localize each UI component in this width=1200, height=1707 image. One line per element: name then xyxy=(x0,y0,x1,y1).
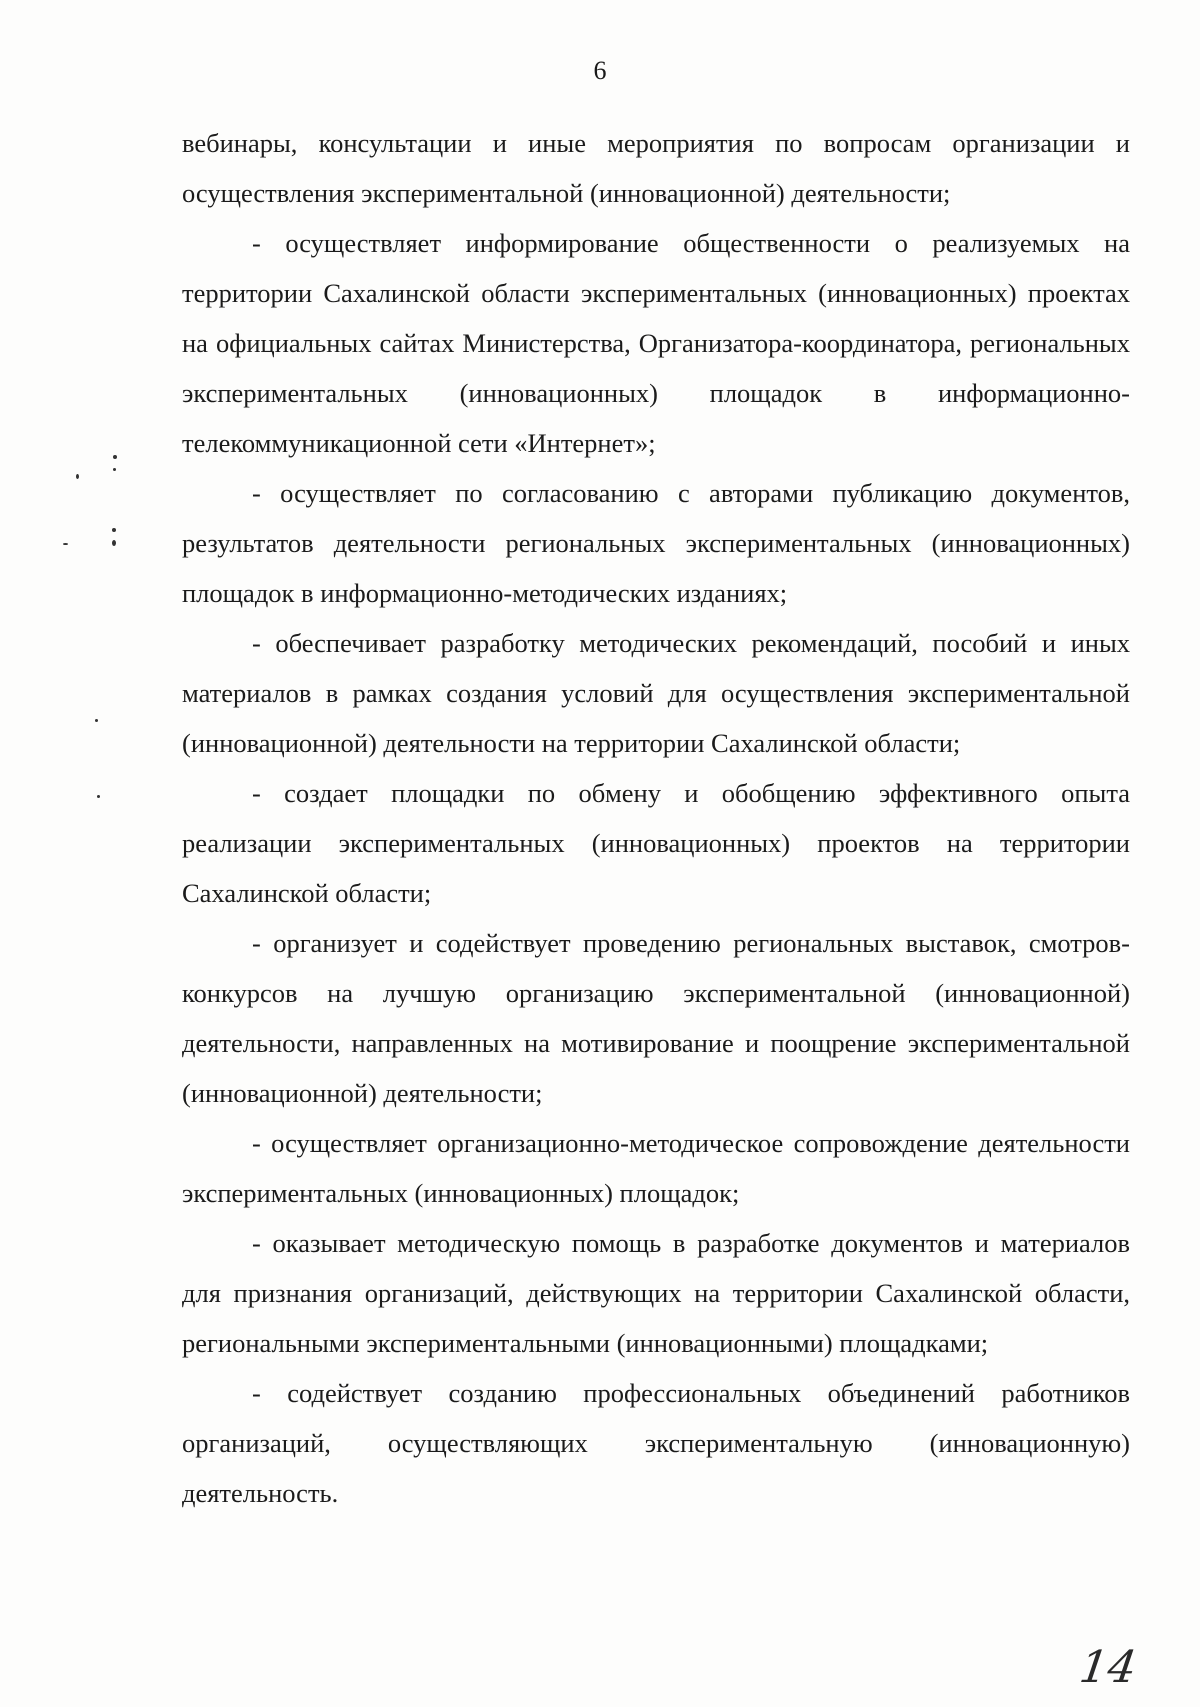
paragraph: - содействует созданию профессиональных объединений работников организаций, осуществляющих экспериментальную (инновационную) деятельность. xyxy=(182,1378,1130,1508)
paragraph: - осуществляет организационно-методическое сопровождение деятельности экспериментальных (инновационных) площадок; xyxy=(182,1128,1130,1208)
paragraph: - организует и содействует проведению региональных выставок, смотров-конкурсов на лучшую организацию экспериментальной (инновационной) деятельности, направленных на мотивирование и поощрение экспериментальной (инновационной) деятельности; xyxy=(182,928,1130,1108)
paragraph: - осуществляет информирование общественности о реализуемых на территории Сахалинской области экспериментальных (инновационных) проектах на официальных сайтах Министерства, Организатора-координатора, региональных экспериментальных (инновационных) площадок в информационно-телекоммуникационной сети «Интернет»; xyxy=(182,228,1130,458)
scan-speck xyxy=(112,528,116,532)
document-body xyxy=(182,118,1130,1518)
page-number: 6 xyxy=(593,56,607,85)
scan-speck xyxy=(113,468,116,471)
scan-speck xyxy=(112,540,116,546)
paragraph: - оказывает методическую помощь в разработке документов и материалов для признания организаций, действующих на территории Сахалинской области, региональными экспериментальными (инновационными) площадками; xyxy=(182,1228,1130,1358)
scan-speck xyxy=(97,795,100,798)
scan-speck xyxy=(113,455,117,459)
paragraph: вебинары, консультации и иные мероприятия по вопросам организации и осуществления экспериментальной (инновационной) деятельности; xyxy=(182,128,1130,208)
paragraph: - обеспечивает разработку методических рекомендаций, пособий и иных материалов в рамках создания условий для осуществления экспериментальной (инновационной) деятельности на территории Сахалинской области; xyxy=(182,628,1130,758)
handwritten-sheet-number: 14 xyxy=(1076,1642,1140,1693)
scan-speck xyxy=(63,543,68,545)
scan-speck xyxy=(95,719,98,722)
scan-speck xyxy=(76,474,79,479)
paragraph: - осуществляет по согласованию с авторами публикацию документов, результатов деятельности региональных экспериментальных (инновационных) площадок в информационно-методических изданиях; xyxy=(182,478,1130,608)
paragraph: - создает площадки по обмену и обобщению эффективного опыта реализации экспериментальных (инновационных) проектов на территории Сахалинской области; xyxy=(182,778,1130,908)
